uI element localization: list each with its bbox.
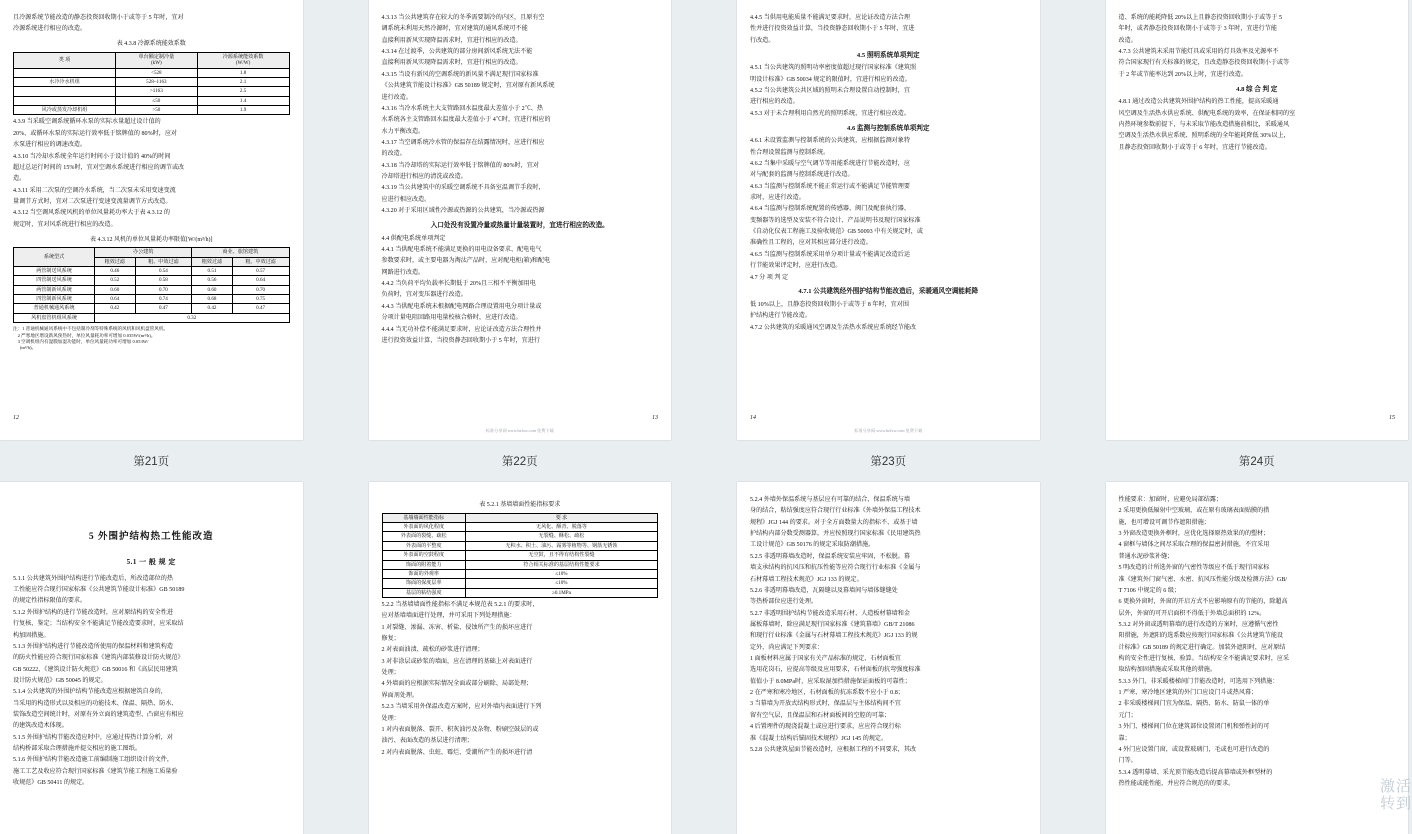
table-cell: 符合相关标准的基层结构性能要求 [465, 560, 657, 569]
section-heading: 入口处没有设置冷量或热量计量装置时，宜进行相应的改造。 [430, 221, 609, 229]
table-cell: 无积水、积土、油污、霜雾等植物等、钢筋无锈蚀 [465, 541, 657, 550]
table-row [382, 532, 658, 541]
paragraph: 4.3.16 当冷水系统主大支管路回水温度最大差值小于 2℃、热 [381, 105, 543, 112]
paragraph: 4.4.4 当无功补偿不能满足要求时，应论证改造方法合理性并 [381, 326, 542, 333]
table-header-cell: 粗、中效过滤 [232, 257, 289, 266]
page-caption: 第24页 [1238, 456, 1275, 468]
table-cell: <528 [116, 68, 198, 77]
paragraph: 5.2.5 非透明幕墙改造时，保温系统安装应牢固，不松脱。幕 [750, 553, 910, 560]
paragraph: 工设计规范》GB 50176 的规定采取防潮措施。 [750, 542, 875, 549]
paragraph: 普通水泥砂浆补缝； [1118, 553, 1174, 560]
document-page-22[interactable] [369, 0, 672, 440]
table-cell: 2.1 [197, 78, 289, 87]
table-cell: 水冷冷水机组 [14, 78, 116, 87]
paragraph: 4.3.17 当空调系统冷水管的保温存在结露情况时，应进行相应 [381, 139, 545, 146]
table-row [382, 588, 658, 597]
paragraph: 元门； [1118, 712, 1137, 719]
paragraph: 5 明改造的计所选外窗的气密性等级应不低于现行国家标 [1118, 565, 1270, 572]
paragraph: 3 对非涂层或砂浆的墙面，应在清理的基础上对表面进行 [381, 658, 533, 665]
paragraph: 墙支承结构的抗风压和抗压性能等应符合现行行业标准《金属与 [750, 565, 921, 572]
paragraph: 修复； [381, 636, 400, 643]
paragraph: 规程》JGJ 144 的要求。对于全方面数量大的指标不、或基于墙 [750, 519, 918, 526]
table-caption: 表 5.2.1 基墙墙面性能指标要求 [479, 502, 561, 508]
table-header-cell: 商业、旅馆建筑 [192, 248, 289, 257]
paragraph: 计标准》GB 50189 的规定进行确定。加装外遮阳时，应对原结 [1118, 644, 1286, 651]
paragraph: 和现行行业标准《金属与石材幕墙工程技术规范》JGJ 133 的规 [750, 633, 918, 640]
paragraph: 5.1.5 外围护结构节能改造应时中，应通过传热计算分析，对 [13, 734, 173, 741]
table-cell: 0.75 [232, 295, 289, 304]
table-cell: 基层的粘结强度 [382, 588, 465, 597]
page-caption: 第23页 [870, 456, 907, 468]
paragraph: 准《混凝土结构后锚固技术规程》JGJ 145 的规定。 [750, 735, 888, 742]
paragraph: 行节能效果评定时，应进行改造。 [750, 263, 842, 270]
paragraph: 3 外窗改造更换外框时，应优化选择原热效果的的塑材； [1118, 531, 1270, 538]
page-number: 14 [750, 415, 756, 422]
table-header-cell: 粗效过滤 [192, 257, 232, 266]
paragraph: 于 2 年或节能率达到 20%以上时，宜进行改造。 [1118, 71, 1247, 78]
paragraph: 处理： [381, 715, 400, 722]
table-cell: 0.64 [95, 295, 135, 304]
document-page-24[interactable] [1106, 0, 1409, 440]
paragraph: 4.7.3 公共建筑未采用节能灯具或采用的灯具效率及光源率不 [1118, 49, 1279, 56]
table-cell: 0.47 [135, 304, 192, 313]
paragraph: 处理； [381, 670, 400, 677]
table-cell: 528~1163 [116, 78, 198, 87]
footer-watermark-text: 标准分享网 www.bzfxw.com 免费下载 [854, 428, 923, 434]
paragraph: 取结构加固措施或采取其他的措施。 [1118, 667, 1216, 674]
paragraph: 量调节方式时，宜对二次泵进行变速变流量调节方式改造。 [13, 198, 172, 205]
table-header-cell: 单台额定制冷量 (kW) [116, 52, 198, 68]
table-row [382, 523, 658, 532]
table-cell: 0.54 [135, 266, 192, 275]
table-notes: 注：1 普通机械通风系统中不包括制冷剂等特殊系统的风机和风机盘管风机。 2 严寒地区增设新风预热时，单位风量耗功率可增加 0.035W/(m³/h)。 3 空调机组内有湿膜加湿功能时，单位风量耗功率可增加 0.053W/ (m³/h)。 [13, 326, 169, 351]
paragraph: 行改造。 [750, 37, 775, 44]
table-cell: 0.46 [95, 266, 135, 275]
paragraph: 护结构内部分数受测器算，并应按照现行国家标准《民用建筑热 [750, 531, 921, 538]
paragraph: 5.1.4 公共建筑的外围护结构节能改造应根据建筑自身的， [13, 689, 167, 696]
table-cell [14, 96, 116, 105]
table-cell: 普通机械通风系统 [14, 304, 95, 313]
paragraph: 5.1.1 公共建筑外围护结构进行节能改造后，所改造部位的热 [13, 575, 173, 582]
paragraph: 性合理设置监测与控制系统。 [750, 149, 830, 156]
paragraph: 的防火性能应符合现行国家标准《建筑内部装修设计防火规范》 [13, 655, 184, 662]
paragraph: 装饰改造空间统计时，对原有外立面的建筑造型、凸窗应有相应 [13, 712, 184, 719]
paragraph: 内热环境参数前提下，与未采取节能改造措施前相比，采暖通风 [1118, 122, 1290, 129]
table-cell: 0.70 [135, 285, 192, 294]
paragraph: 4.3.19 当公共建筑中的采暖空调系统不具备室温调节手段时， [381, 185, 545, 192]
paragraph: 4.8.1 通过改造公共建筑外围护结构的热工性能，提高采暖通 [1118, 99, 1279, 106]
table-header-cell: 办公建筑 [95, 248, 192, 257]
paragraph: 水力平衡改造。 [381, 128, 425, 135]
table-header-cell: 基墙墙面性能指标 [382, 513, 465, 522]
table-cell: >50 [116, 106, 198, 115]
table-cell: 两管制新风系统 [14, 285, 95, 294]
paragraph: 分项计量电阻回路用电量校核合格时，应进行改造。 [381, 315, 522, 322]
table-header-cell: 粗、中效过滤 [135, 257, 192, 266]
paragraph: 5.2.8 公共建筑屋面节能改造时，应根据工程的不同要求，其改 [750, 746, 917, 753]
page-row-2 [0, 482, 1408, 834]
table-row [382, 551, 658, 560]
chapter-heading: 5 外围护结构热工性能改造 [88, 532, 214, 542]
paragraph: 留有空气层，且保温层和石材面板间的空腔的可靠； [750, 712, 891, 719]
table-cell: 0.47 [232, 304, 289, 313]
table-header-cell: 粗效过滤 [95, 257, 135, 266]
paragraph: 工性能应符合现行国家标准《公共建筑节能设计标准》GB 50189 [13, 587, 185, 594]
paragraph: 应对基墙墙面进行处理，并可采用下列处理措施： [381, 613, 516, 620]
table-header-cell: 要 求 [465, 513, 657, 522]
table-row [14, 304, 290, 313]
paragraph: 4 后置埋件的现浇混凝土或应进行要求，应应符合现行标 [750, 724, 901, 731]
table-cell: 0.60 [192, 285, 232, 294]
document-page-21[interactable] [0, 0, 303, 440]
table-row [14, 295, 290, 304]
paragraph: 性能要求：加窗时，应避免局部结露； [1118, 497, 1223, 503]
paragraph: 准《建筑外门窗气密、水密、抗风压性能分级及检测方法》GB/ [1118, 576, 1288, 583]
table-cell: 四管制新风系统 [14, 295, 95, 304]
paragraph: 4.4.2 当负荷平均负载率长期低于 20%且三相不平衡加用电 [381, 281, 536, 288]
paragraph: 4.3.15 当设有新风的空调系统的新风量不满足现行国家标准 [381, 71, 539, 78]
table-cell: 0.70 [232, 285, 289, 294]
paragraph: 造、系统的能耗降低 20%以上且静态投资回收期小于或等于 5 [1118, 15, 1283, 21]
table-row [382, 579, 658, 588]
page-caption-row [0, 440, 1408, 482]
table-cell: 0.42 [95, 304, 135, 313]
paragraph: T 7106 中规定的 6 级； [1118, 587, 1181, 594]
paragraph: 的建筑改造术体现。 [13, 723, 68, 730]
table-cell: 饰面的附着能力 [382, 560, 465, 569]
paragraph: 施工工艺及收应符合现行国家标准《建筑节能工程施工质量验 [13, 768, 178, 775]
paragraph: 负荷时，宜对变压器进行改造。 [381, 292, 467, 299]
page-number: 12 [13, 415, 19, 422]
paragraph: 5.2.6 非透明幕墙改造，瓦隔缝以及幕墙间与墙体缝缝处 [750, 587, 898, 594]
paragraph: 5.2.2 当基墙墙面性能指标不满足本规范表 5.2.1 的要求时， [381, 601, 539, 608]
table-row [14, 313, 290, 322]
table-cell: 四管制送风系统 [14, 276, 95, 285]
table-cell [14, 68, 116, 77]
paragraph: 且静态投资回收期小于或等于 6 年时，宜进行节能改造。 [1118, 144, 1271, 151]
paragraph: 进行改造。 [381, 94, 412, 101]
paragraph: 1 面板材料应属于国家有关产品标准的规定、石材面板宜 [750, 656, 901, 663]
paragraph: 直接利用新风实现降温需求时，宜进行相应的改造。 [381, 60, 522, 67]
paragraph: 1 严寒、寒冷地区建筑的外门口应设门斗或热风幕； [1118, 690, 1258, 697]
section-heading: 4.5 照明系统单项判定 [856, 51, 920, 59]
table-row [14, 276, 290, 285]
section-heading: 4.8 综 合 判 定 [1236, 85, 1278, 93]
table-cell: 0.60 [95, 285, 135, 294]
section-heading: 5.1 一 般 规 定 [126, 558, 176, 567]
paragraph: 4.4.1 当供配电系统不能满足更换的用电设备要求、配电电气 [381, 247, 542, 253]
document-page-23[interactable] [737, 0, 1040, 440]
document-page-28[interactable] [1106, 482, 1409, 834]
paragraph: 油污、表面改造的基层进行清理； [381, 738, 473, 745]
table-header-cell: 系统型式 [14, 248, 95, 267]
paragraph: 冷源系统进行相应的改造。 [13, 26, 87, 33]
paragraph: 层外，外窗的可开启面积不得低于外墙总面积的 12%。 [1118, 610, 1266, 617]
paragraph: 定外，尚应满足下列要求： [750, 644, 824, 651]
table-cell: 0.52 [95, 276, 135, 285]
paragraph: 5.2.3 当墙采用外保温改造方案时，应对外墙内表面进行下列 [381, 704, 542, 711]
table-row [382, 569, 658, 578]
document-page-27[interactable] [737, 482, 1040, 834]
paragraph: 年时，或者静态投资回收期小于或等于 3 年时，宜进行节能 [1118, 26, 1277, 33]
paragraph: 规定时，宜对风系统进行相应的改造。 [13, 221, 117, 228]
paragraph: 进行相应的改造。 [750, 99, 799, 106]
table-cell: 0.51 [192, 266, 232, 275]
paragraph: 且冷源系统节能改造的静态投资回收期小于或等于 5 年时，宜对 [13, 15, 184, 21]
paragraph: 5.3.3 外门、非采暖楼梯间门节能改造时，可选用下列措施： [1118, 678, 1279, 685]
paragraph: 4.5.2 当公共建筑公共区域的照明未合理设置自动控制时，宜 [750, 87, 910, 94]
paragraph: 求时，应进行改造。 [750, 195, 805, 202]
paragraph: 收规范》GB 50411 的规定。 [13, 780, 89, 787]
paragraph: 准确性且工程的，应对其相应部分进行改造。 [750, 240, 872, 247]
paragraph: 5.1.2 外围护结构的进行节能改造时，应对原结构的安全性进 [13, 609, 173, 616]
table-cell [14, 87, 116, 96]
paragraph: 热性能或能性能，并应符合规范的的要求。 [1118, 780, 1235, 787]
paragraph: 3 外门、楼梯间门位在建筑部位设置闭门机和弹性封的可 [1118, 724, 1270, 731]
table-cell: 外表面的裂缝、疏松 [382, 532, 465, 541]
table-cell: >1163 [116, 87, 198, 96]
table-cell: 外表面的平整度 [382, 541, 465, 550]
paragraph: 5.1.6 外围护结构节能改造施工前编制施工组织设计的文件， [13, 757, 173, 764]
table-cell: 无空鼓，且不得有结构性裂缝 [465, 551, 657, 560]
table-cell: 0.42 [192, 304, 232, 313]
paragraph: 4.3.18 当冷却塔的实际运行效率低于铭牌值的 80%时，宜对 [381, 162, 539, 169]
paragraph: 靠； [1118, 735, 1131, 742]
paragraph: 行复核、鉴定；当结构安全不能满足节能改造要求时，应采取结 [13, 621, 184, 628]
paragraph: 4.3.13 当公共建筑存在较大的冬季需要制冷的内区，且原有空 [381, 15, 545, 21]
paragraph: 风空调及生活热水供应系统、供配电系统的效率，在保证相同的室 [1118, 110, 1296, 117]
paragraph: 性并进行投资效益计算，当投资静态回收期小于 5 年时，宜进 [750, 26, 915, 33]
paragraph: 2 非采暖楼梯间门宜为保温、隔热、防水、防鼠一体的单 [1118, 701, 1270, 708]
paragraph: 设计防火规范》GB 50045 的规定。 [13, 677, 107, 684]
paragraph: 《公共建筑节能设计标准》GB 50189 规定时，宜对原有新风系统 [381, 83, 555, 90]
paragraph: 《自动化仪表工程施工及验收规范》GB 50093 中有关规定时，或 [750, 229, 923, 236]
paragraph: 6 更换外窗时，外窗的开启方式不应影响原有的节能的，除超高 [1118, 599, 1288, 606]
table-header-cell: 冷源系统能效系数 (W/W) [197, 52, 289, 68]
table-fan-power-limits [13, 247, 290, 323]
paragraph: 4.6.1 未设置监测与控制系统的公共建筑，应根据监测对象特 [750, 138, 910, 145]
paragraph: 5.2.7 非透明围护结构节能改造采用石材、人造板材幕墙和金 [750, 610, 910, 617]
paragraph: 5.3.2 对外窗或透明幕墙的进行改造的方案时，应遵循气密性 [1118, 621, 1279, 628]
paragraph: 当采用的构造形式以及相应的功能技术、保温、隔热、防水、 [13, 700, 178, 707]
paragraph: 4 窗框与墙体之间尽采取合理的保温密封措施，不宜采用 [1118, 542, 1270, 549]
table-header-cell: 类 项 [14, 52, 116, 68]
table-cell: 0.64 [232, 276, 289, 285]
table-row [14, 285, 290, 294]
table-cell: 0.74 [135, 295, 192, 304]
paragraph: 变频器等的选型及安装不符合设计、产品说明书及现行国家标准 [750, 217, 921, 224]
paragraph: 参数要求时，或主要电器为淘汰产品时，应对配电柜(箱)和配电 [381, 258, 551, 265]
table-row [14, 266, 290, 275]
table-base-wall-performance [382, 513, 659, 598]
paragraph: 5.1.3 外围护结构进行节能改造所使用的保温材料和建筑构造 [13, 643, 173, 650]
table-cell: 无裂缝、酥松、疏松 [465, 532, 657, 541]
paragraph: 应进行相应改造。 [381, 196, 431, 203]
table-cell: ≤50 [116, 96, 198, 105]
page-caption: 第21页 [133, 456, 170, 468]
paragraph: 4.3.12 当空调风系统风机的单位风量耗功率大于表 4.3.12 的 [13, 210, 170, 217]
paragraph: GB 50222、《建筑设计防火规范》GB 50016 和《高层民用建筑 [13, 666, 178, 673]
footer-watermark-text: 标准分享网 www.bzfxw.com 免费下载 [485, 428, 554, 434]
paragraph: 1 对裂缝、渗漏、冻害、析盐、侵蚀所产生的损坏应进行 [381, 624, 533, 631]
paragraph: 改造。 [1118, 37, 1137, 44]
table-cell: ≤10% [465, 569, 657, 578]
table-cell: 1.9 [197, 106, 289, 115]
paragraph: 4.4 供配电系统单项判定 [381, 235, 446, 242]
paragraph: 构加固措施。 [13, 632, 50, 639]
table-row [382, 560, 658, 569]
paragraph: 4.4.5 当供用电能质量不能满足要求时，应论证改造方法合理 [750, 15, 910, 21]
paragraph: 4.7.2 公共建筑的采暖通风空调及生活热水系统应系统经节能改 [750, 324, 917, 331]
section-heading: 4.6 监测与控制系统单项判定 [847, 124, 930, 132]
table-cell: 0.56 [192, 276, 232, 285]
paragraph: 4.6.3 当监测与控制系统不能正常运行或不能满足节能管理要 [750, 183, 910, 190]
paragraph: 门等。 [1118, 758, 1137, 765]
table-cell: 0.68 [192, 295, 232, 304]
paragraph: 20%、或循环水泵的实际运行效率低于铭牌值的 80%时，应对 [13, 130, 178, 137]
paragraph: 2 对表面油渍、疏松的砂浆进行清理； [381, 647, 484, 654]
table-cell: 0.32 [95, 313, 289, 322]
paragraph: 4.3.20 对于采用区域性冷源或热源的公共建筑，当冷源或热源 [381, 208, 545, 215]
paragraph: 4.7 分 项 判 定 [750, 274, 789, 281]
paragraph: 进行投资效益计算，当投资静态回收期小于 5 年时，宜进行 [381, 337, 540, 344]
paragraph: 明设计标准》GB 50034 规定的限值时，宜进行相应的改造。 [750, 76, 911, 83]
table-cell: ≥0.1MPa [465, 588, 657, 597]
paragraph: 4.3.10 当冷却水系统全年运行时间小于设计值的 40%的时间 [13, 153, 171, 160]
watermark-line-2: 转到 [1379, 794, 1412, 812]
paragraph: 冷却塔进行相应的清洗或改造。 [381, 174, 467, 181]
table-cell: 外表面的空鼓程度 [382, 551, 465, 560]
table-cell: 饰面的外观率 [382, 569, 465, 578]
paragraph: 对与配套的监测与控制系统进行改造。 [750, 172, 854, 179]
paragraph: 5.2.4 外墙外保温系统与基层应有可靠的结合，保温系统与墙 [750, 497, 910, 503]
table-cell: 0.58 [135, 276, 192, 285]
paragraph: 施，也可增设可调节作遮阳措施； [1118, 519, 1210, 526]
table-cell: ≤10% [465, 579, 657, 588]
watermark-line-1: 激活 [1379, 777, 1412, 795]
table-row [382, 541, 658, 550]
paragraph: 的规定性指标限值的要求。 [13, 598, 87, 605]
paragraph: 4.4.3 当供配电系统未根据配电网路合理设置用电分项计量或 [381, 303, 542, 310]
paragraph: 水系统各主支管路回水温度最大差值小于 4℃时，宜进行相应的 [381, 117, 551, 124]
page-number: 13 [652, 415, 658, 422]
paragraph: 超过总运行时间的 15%时，宜对空调水系统进行相应的调节或改 [13, 164, 185, 171]
paragraph: 阳措施，外遮阳的选系数应按现行国家标准《公共建筑节能设 [1118, 633, 1284, 640]
table-cooling-source-efficiency [13, 52, 290, 116]
page-caption: 第22页 [501, 456, 538, 468]
paragraph: 2 采用更换低辐射中空玻璃，或在原有玻璃表面贴膜的措 [1118, 508, 1270, 515]
paragraph: 4.6.5 当监测与控制系统采用单分项计量或不能满足改造后运 [750, 251, 910, 258]
paragraph: 身的结合，粘结强度应符合现行行业标准《外墙外保温工程技术 [750, 508, 921, 515]
paragraph: 4.3.9 当采暖空调系统循环水泵的实际水量超过设计值的 [13, 119, 161, 126]
paragraph: 造。 [13, 176, 26, 183]
table-cell: 两管制送风系统 [14, 266, 95, 275]
document-page-26[interactable] [369, 482, 672, 834]
table-cell: 1.8 [197, 68, 289, 77]
paragraph: 低 10%以上，且静态投资回收期小于或等于 8 年时，宜对围 [750, 302, 909, 309]
paragraph: 属板幕墙时，除应满足现行国家标准《建筑幕墙》GB/T 21086 [750, 621, 915, 628]
paragraph: 值值小于 8.0MPa时，应采取湿加挡措施保证面板的可靠性； [750, 678, 911, 685]
paragraph: 界面剂处理。 [381, 692, 419, 699]
paragraph: 水泵进行相应的调速改造。 [13, 142, 87, 149]
paragraph: 4.6.2 当集中采暖与空气调节等用能系统进行节能改造时，应 [750, 160, 910, 167]
paragraph: 石材幕墙工程技术规范》JGJ 133 的规定。 [750, 576, 863, 583]
table-caption: 表 4.3.12 风机的单位风量耗功率限值[W/(m³/h)] [90, 236, 213, 243]
paragraph: 4.3.11 采用二次泵的空调冷水系统，当二次泵未采用变速变流 [13, 187, 176, 194]
table-cell: 风冷或蒸发冷却机组 [14, 106, 116, 115]
paragraph: 结构桥部采取合理措施并提交相应的施工图纸。 [13, 746, 141, 753]
table-cell: 2.5 [197, 87, 289, 96]
table-cell: 饰面的保度层率 [382, 579, 465, 588]
paragraph: 符合国家现行有关标准的规定，且改造静态投资回收期小于或等 [1118, 60, 1290, 67]
table-cell: 风机盘管机组风系统 [14, 313, 95, 322]
paragraph: 空调及生活热水供应系统、照明系统的全年能耗降低 30%以上， [1118, 133, 1290, 140]
paragraph: 4.3.14 在过渡季，公共建筑的部分房间新风系统无法不能 [381, 49, 533, 56]
paragraph: 网路进行改造。 [381, 269, 425, 276]
page-number: 15 [1389, 415, 1395, 422]
paragraph: 构的安全性进行复核、验算。当结构安全不能满足要求时，应采 [1118, 656, 1290, 663]
paragraph: 1 对内表面脱落、裂开、积灰油污及杂物、粉刷空鼓层的或 [381, 726, 539, 733]
table-cell: 外表面的风化程度 [382, 523, 465, 532]
paragraph: 调系统未利用天然冷源时，宜对建筑的通风系统可不能 [381, 26, 528, 33]
paragraph: 的改造。 [381, 151, 406, 158]
document-page-25[interactable] [0, 482, 303, 834]
table-caption: 表 4.3.8 冷源系统能效系数 [116, 41, 186, 48]
paragraph: 2 在严寒和寒冷地区，石材面板的抗冻系数不应小于 0.8； [750, 690, 904, 697]
paragraph: 4.6.4 当监测与控制系统配置的传感器、阀门及配套执行器、 [750, 206, 910, 213]
section-heading: 4.7.1 公共建筑经外围护结构节能改造后，采暖通风空调能耗降 [798, 288, 979, 296]
paragraph: 4 外墙面的应根据实际情况全面或部分刷除、局部处理； [381, 681, 533, 688]
paragraph: 护结构进行节能改造。 [750, 313, 811, 320]
paragraph: 2 对内表面脱落、虫蛀、霉烂、受潮所产生的损坏进行清 [381, 749, 533, 756]
paragraph: 3 当幕墙为开放式结构形式时，保温层与主体结构间不宜 [750, 701, 901, 708]
table-cell: 1.4 [197, 96, 289, 105]
paragraph: 4 外门应设置门窗，或设置玻璃门，毛或也可进行改造的 [1118, 746, 1270, 753]
paragraph: 直接利用新风实现降温需求时，宜进行相应的改造。 [381, 37, 522, 44]
table-cell: 无风化、酥青、脱落等 [465, 523, 657, 532]
paragraph: 等热桥部位应进行处理。 [750, 599, 818, 606]
paragraph: 4.5.3 对于未合理利用自然光的照明系统，宜进行相应改造。 [750, 110, 910, 117]
paragraph: 4.5.1 当公共建筑的照明功率密度值超过现行国家标准《建筑照 [750, 65, 917, 72]
paragraph: 选用花岗石，应提高等级及应用要求，石材面板的抗弯强度标准 [750, 667, 921, 674]
table-cell: 0.57 [232, 266, 289, 275]
paragraph: 5.3.4 透明幕墙、采光顶节能改造后提高幕墙或外框型材的 [1118, 769, 1273, 776]
